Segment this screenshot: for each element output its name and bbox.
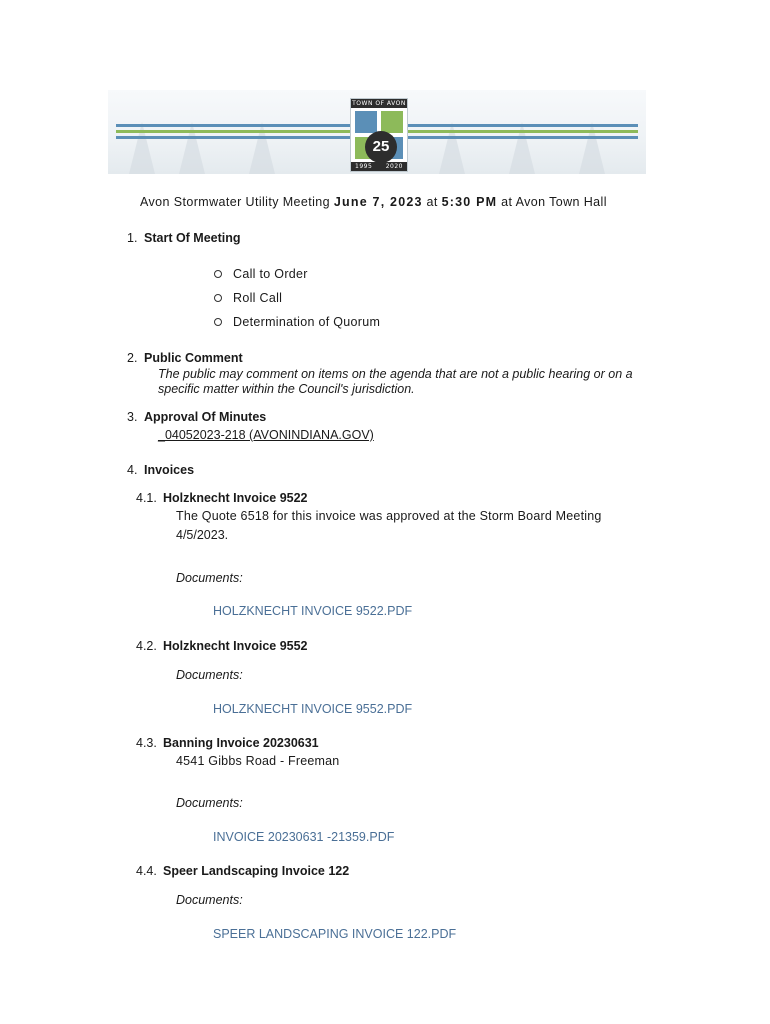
section-title: Approval Of Minutes [144, 410, 267, 424]
minutes-link[interactable]: _04052023-218 (AVONINDIANA.GOV) [158, 428, 374, 442]
invoice-title: Banning Invoice 20230631 [163, 736, 319, 750]
section-title: Public Comment [144, 351, 243, 365]
documents-label: Documents: [176, 893, 243, 907]
logo-number: 25 [365, 131, 397, 163]
subsection-number: 4.3. [136, 736, 157, 750]
document-link[interactable]: HOLZKNECHT INVOICE 9522.PDF [213, 604, 413, 618]
heading-suffix: at Avon Town Hall [497, 195, 607, 209]
section-number: 2. [127, 351, 138, 365]
section-number: 3. [127, 410, 138, 424]
invoice-description: The Quote 6518 for this invoice was approved at the Storm Board Meeting [176, 509, 602, 523]
agenda-subitem [214, 315, 380, 329]
logo-grid [355, 111, 403, 159]
circle-bullet-icon [214, 294, 222, 302]
meeting-time: 5:30 PM [441, 195, 498, 209]
invoice-description: 4/5/2023. [176, 528, 229, 542]
invoice-title: Holzknecht Invoice 9552 [163, 639, 308, 653]
section-description: The public may comment on items on the agenda that are not a public hearing or on a [158, 367, 633, 381]
document-link[interactable]: INVOICE 20230631 -21359.PDF [213, 830, 395, 844]
subitem-label: Determination of Quorum [233, 315, 381, 329]
subitem-label: Call to Order [233, 267, 308, 281]
logo-year-right: 2020 [385, 163, 403, 170]
documents-label: Documents: [176, 668, 243, 682]
heading-at: at [422, 195, 442, 209]
document-link[interactable]: SPEER LANDSCAPING INVOICE 122.PDF [213, 927, 457, 941]
section-title: Start Of Meeting [144, 231, 241, 245]
logo-top-text: TOWN OF AVON [352, 100, 406, 107]
documents-label: Documents: [176, 571, 243, 585]
logo-year-left: 1995 [355, 163, 373, 170]
subsection-number: 4.1. [136, 491, 157, 505]
logo-years [351, 162, 407, 171]
heading-prefix: Avon Stormwater Utility Meeting [140, 195, 334, 209]
invoice-title: Speer Landscaping Invoice 122 [163, 864, 350, 878]
subsection-number: 4.4. [136, 864, 157, 878]
invoice-description: 4541 Gibbs Road - Freeman [176, 754, 340, 768]
documents-label: Documents: [176, 796, 243, 810]
town-logo [350, 98, 408, 172]
header-banner [108, 90, 646, 174]
circle-bullet-icon [214, 318, 222, 326]
section-description: specific matter within the Council's jurisdiction. [158, 382, 415, 396]
agenda-subitem [214, 267, 308, 281]
invoice-title: Holzknecht Invoice 9522 [163, 491, 308, 505]
section-number: 1. [127, 231, 138, 245]
agenda-subitem [214, 291, 282, 305]
document-link[interactable]: HOLZKNECHT INVOICE 9552.PDF [213, 702, 413, 716]
meeting-heading [140, 195, 640, 209]
subitem-label: Roll Call [233, 291, 283, 305]
subsection-number: 4.2. [136, 639, 157, 653]
section-title: Invoices [144, 463, 195, 477]
section-number: 4. [127, 463, 138, 477]
meeting-date: June 7, 2023 [333, 195, 423, 209]
circle-bullet-icon [214, 270, 222, 278]
